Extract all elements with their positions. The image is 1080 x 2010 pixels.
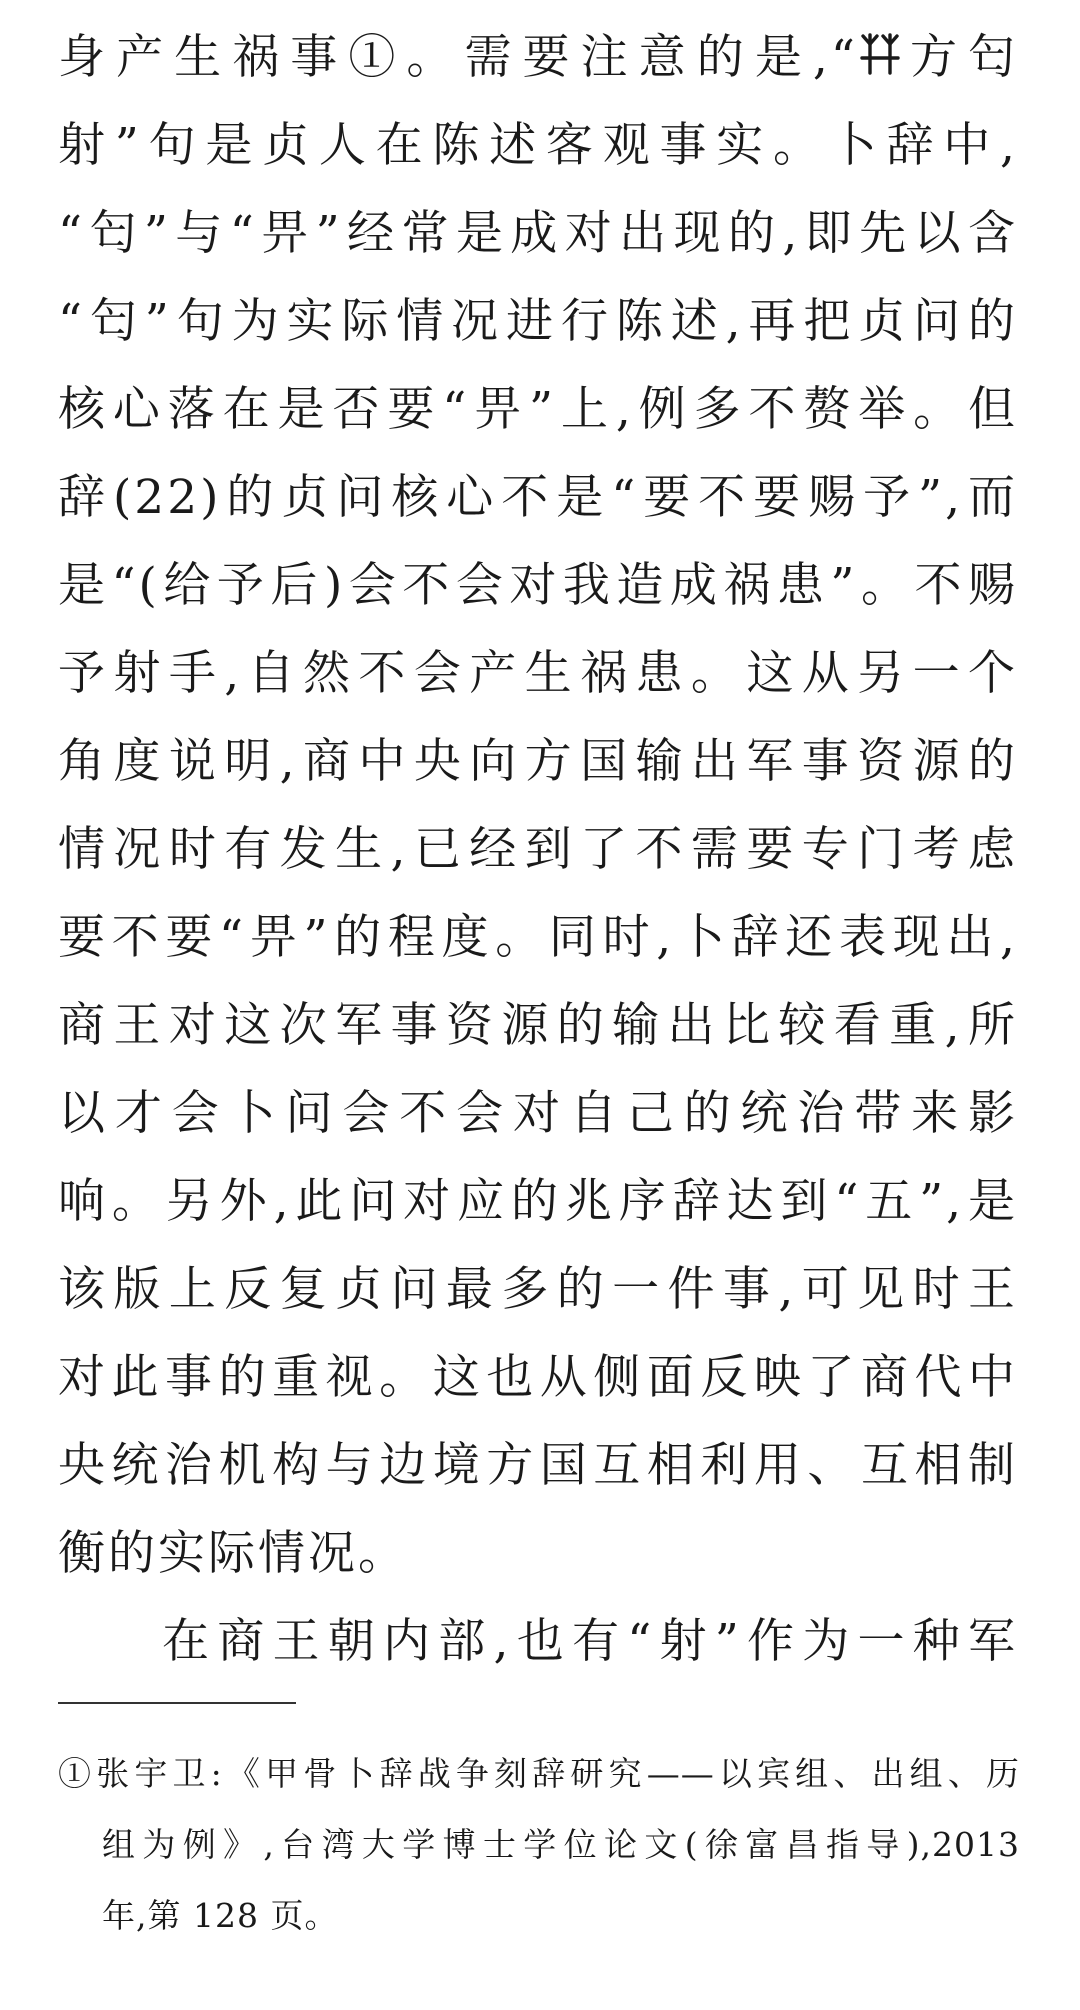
body-line: 以才会卜问会不会对自己的统治带来影 (58, 1086, 1018, 1141)
footnote-line: 组为例》,台湾大学博士学位论文(徐富昌指导),2013 (102, 1825, 1020, 1864)
body-line: 角度说明,商中央向方国输出军事资源的 (58, 734, 1018, 789)
footnote-line: 年,第 128 页。 (102, 1896, 339, 1935)
body-line: 央统治机构与边境方国互相利用、互相制 (58, 1438, 1018, 1493)
body-line: 响。另外,此问对应的兆序辞达到“五”,是 (58, 1174, 1018, 1229)
text-run: 身产生祸事①。需要注意的是,“ (58, 30, 858, 85)
body-line: 辞(22)的贞问核心不是“要不要赐予”,而 (58, 470, 1018, 525)
body-line: 是“(给予后)会不会对我造成祸患”。不赐 (58, 558, 1018, 613)
body-line: “匄”句为实际情况进行陈述,再把贞问的 (58, 294, 1018, 349)
body-text (58, 14, 1018, 1686)
footnote-divider (58, 1702, 296, 1704)
body-line: 情况时有发生,已经到了不需要专门考虑 (58, 822, 1018, 877)
paragraph-start-line: 在商王朝内部,也有“射”作为一种军 (162, 1614, 1018, 1669)
body-line: 予射手,自然不会产生祸患。这从另一个 (58, 646, 1018, 701)
body-line (58, 14, 1018, 102)
footnote (58, 1738, 1020, 1951)
body-line: 对此事的重视。这也从侧面反映了商代中 (58, 1350, 1018, 1405)
body-line: 衡的实际情况。 (58, 1526, 408, 1581)
body-line: 要不要“畀”的程度。同时,卜辞还表现出, (58, 910, 1018, 965)
body-line: 商王对这次军事资源的输出比较看重,所 (58, 998, 1018, 1053)
body-line: “匄”与“畀”经常是成对出现的,即先以含 (58, 206, 1018, 261)
body-line: 该版上反复贞问最多的一件事,可见时王 (58, 1262, 1018, 1317)
oracle-glyph-icon (860, 31, 900, 77)
footnote-line: ①张宇卫:《甲骨卜辞战争刻辞研究——以宾组、出组、历 (58, 1754, 1020, 1793)
body-line: 核心落在是否要“畀”上,例多不赘举。但 (58, 382, 1018, 437)
body-line: 射”句是贞人在陈述客观事实。卜辞中, (58, 118, 1018, 173)
text-run: 方匄 (901, 30, 1019, 85)
